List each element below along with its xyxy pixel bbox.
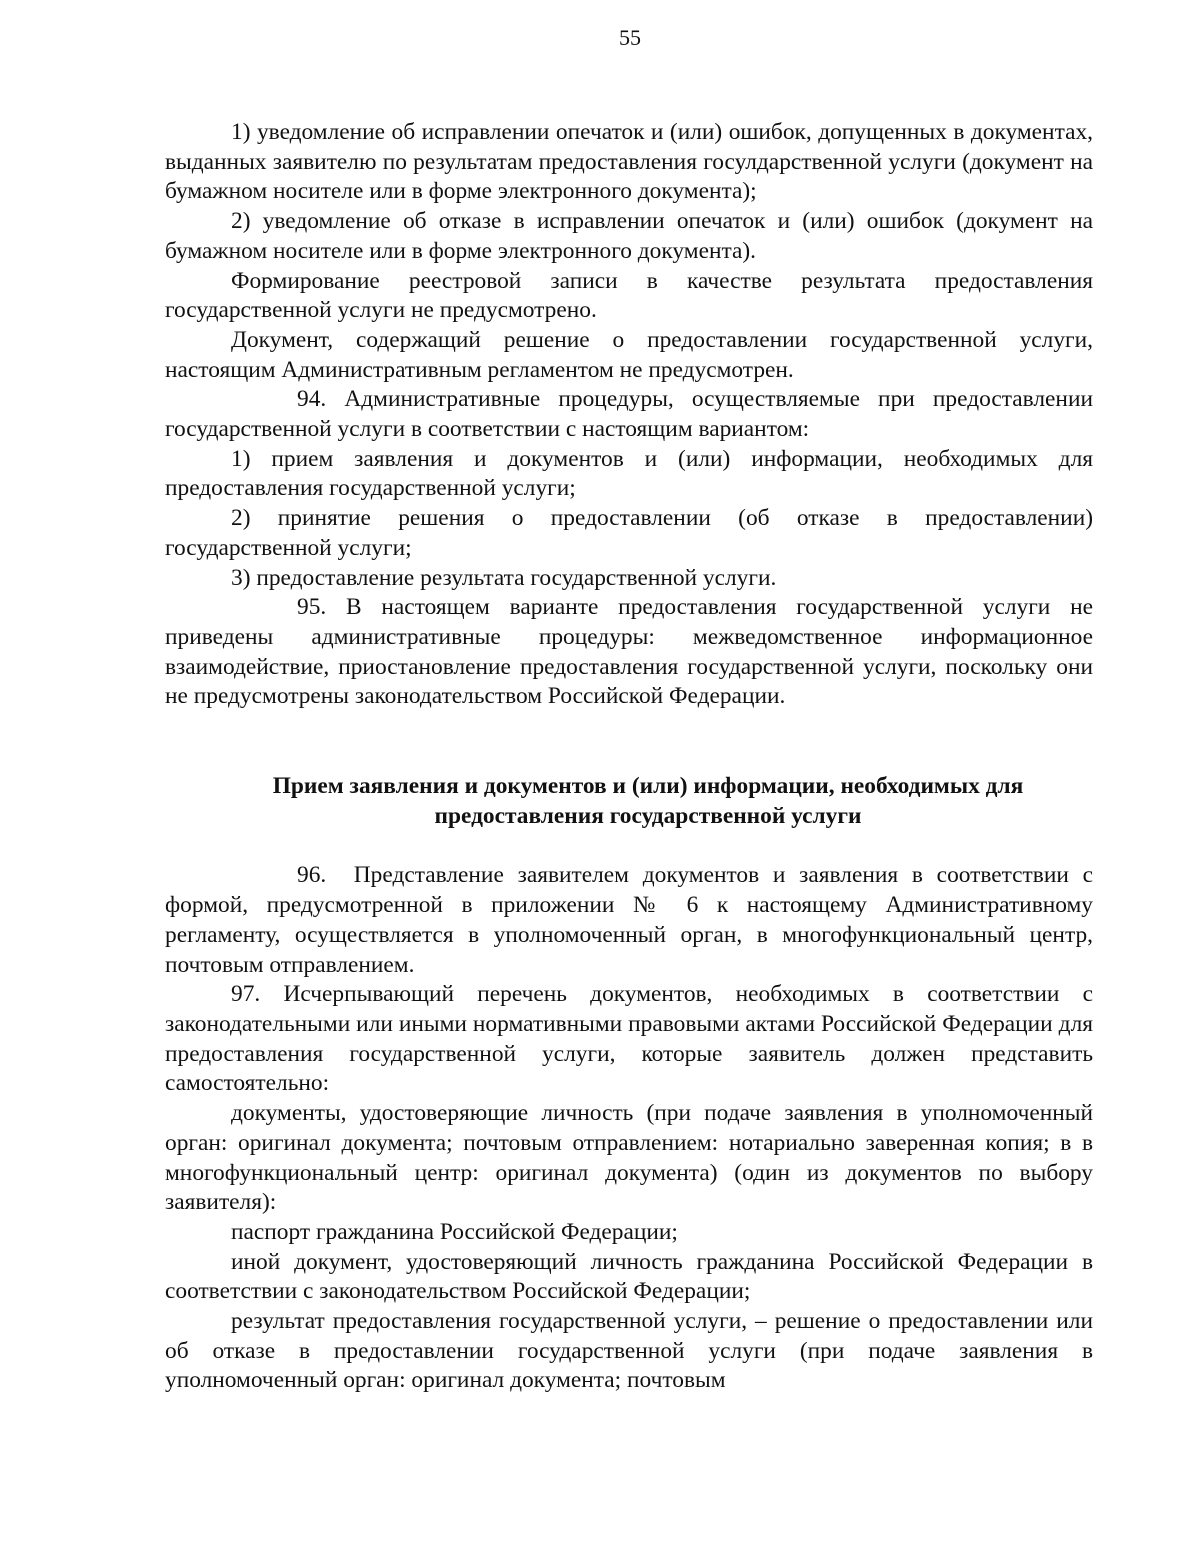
- document-item: иной документ, удостоверяющий личность гражданина Российской Федерации в соответствии с законодательством Российской Федерации;: [165, 1248, 1093, 1305]
- section-heading-line: Прием заявления и документов и (или) информации, необходимых для: [272, 773, 1024, 800]
- item-text: Административные процедуры, осуществляемые при предоставлении государственной услуги в соответствии с настоящим вариантом:: [165, 386, 1093, 443]
- paragraph: Документ, содержащий решение о предоставлении государственной услуги, настоящим Административным регламентом не предусмотрен.: [165, 326, 1093, 383]
- item-97: 97. Исчерпывающий перечень документов, необходимых в соответствии с законодательными или иными нормативными правовыми актами Российской Федерации для предоставления государственной услуги, которые заявитель должен представить самостоятельно:: [165, 981, 1093, 1097]
- item-number: 94.: [297, 386, 327, 413]
- document-item: паспорт гражданина Российской Федерации;: [231, 1218, 678, 1245]
- item-number: 95.: [297, 594, 327, 621]
- page-number: 55: [619, 25, 641, 50]
- document-item: результат предоставления государственной услуги, – решение о предоставлении или об отказе в предоставлении государственной услуги (при подаче заявления в уполномоченный орган: оригинал документа; почтовым: [165, 1308, 1093, 1394]
- item-94: [165, 385, 1093, 444]
- item-96: [165, 861, 1093, 980]
- procedure-item: 3) предоставление результата государственной услуги.: [231, 564, 777, 591]
- paragraph: Формирование реестровой записи в качестве результата предоставления государственной услуги не предусмотрено.: [165, 267, 1093, 324]
- item-number: 96.: [297, 862, 327, 889]
- document-item: документы, удостоверяющие личность (при подаче заявления в уполномоченный орган: оригинал документа; почтовым отправлением: нотариально заверенная копия; в в многофункциональный центр: оригинал документа) (один из документов по выбору заявителя):: [165, 1100, 1093, 1216]
- paragraph: 1) уведомление об исправлении опечаток и (или) ошибок, допущенных в документах, выданных заявителю по результатам предоставления госулдарственной услуги (документ на бумажном носителе или в форме электронного документа);: [165, 119, 1093, 205]
- item-text: Представление заявителем документов и заявления в соответствии с формой, предусмотренной в приложении № 6 к настоящему Административному регламенту, осуществляется в уполномоченный орган, в многофункциональный центр, почтовым отправлением.: [165, 862, 1093, 978]
- paragraph: 2) уведомление об отказе в исправлении опечаток и (или) ошибок (документ на бумажном носителе или в форме электронного документа).: [165, 208, 1093, 264]
- document-body: [165, 118, 1093, 1396]
- item-95: [165, 593, 1093, 712]
- procedure-item: 2) принятие решения о предоставлении (об отказе в предоставлении) государственной услуги;: [165, 505, 1093, 561]
- section-heading-line: предоставления государственной услуги: [434, 802, 862, 829]
- procedure-item: 1) прием заявления и документов и (или) информации, необходимых для предоставления государственной услуги;: [165, 445, 1093, 502]
- section-heading: [165, 772, 1093, 831]
- item-text: В настоящем варианте предоставления государственной услуги не приведены административные процедуры: межведомственное информационное взаимодействие, приостановление предоставления государственной услуги, поскольку они не предусмотрены законодательством Российской Федерации.: [165, 594, 1093, 710]
